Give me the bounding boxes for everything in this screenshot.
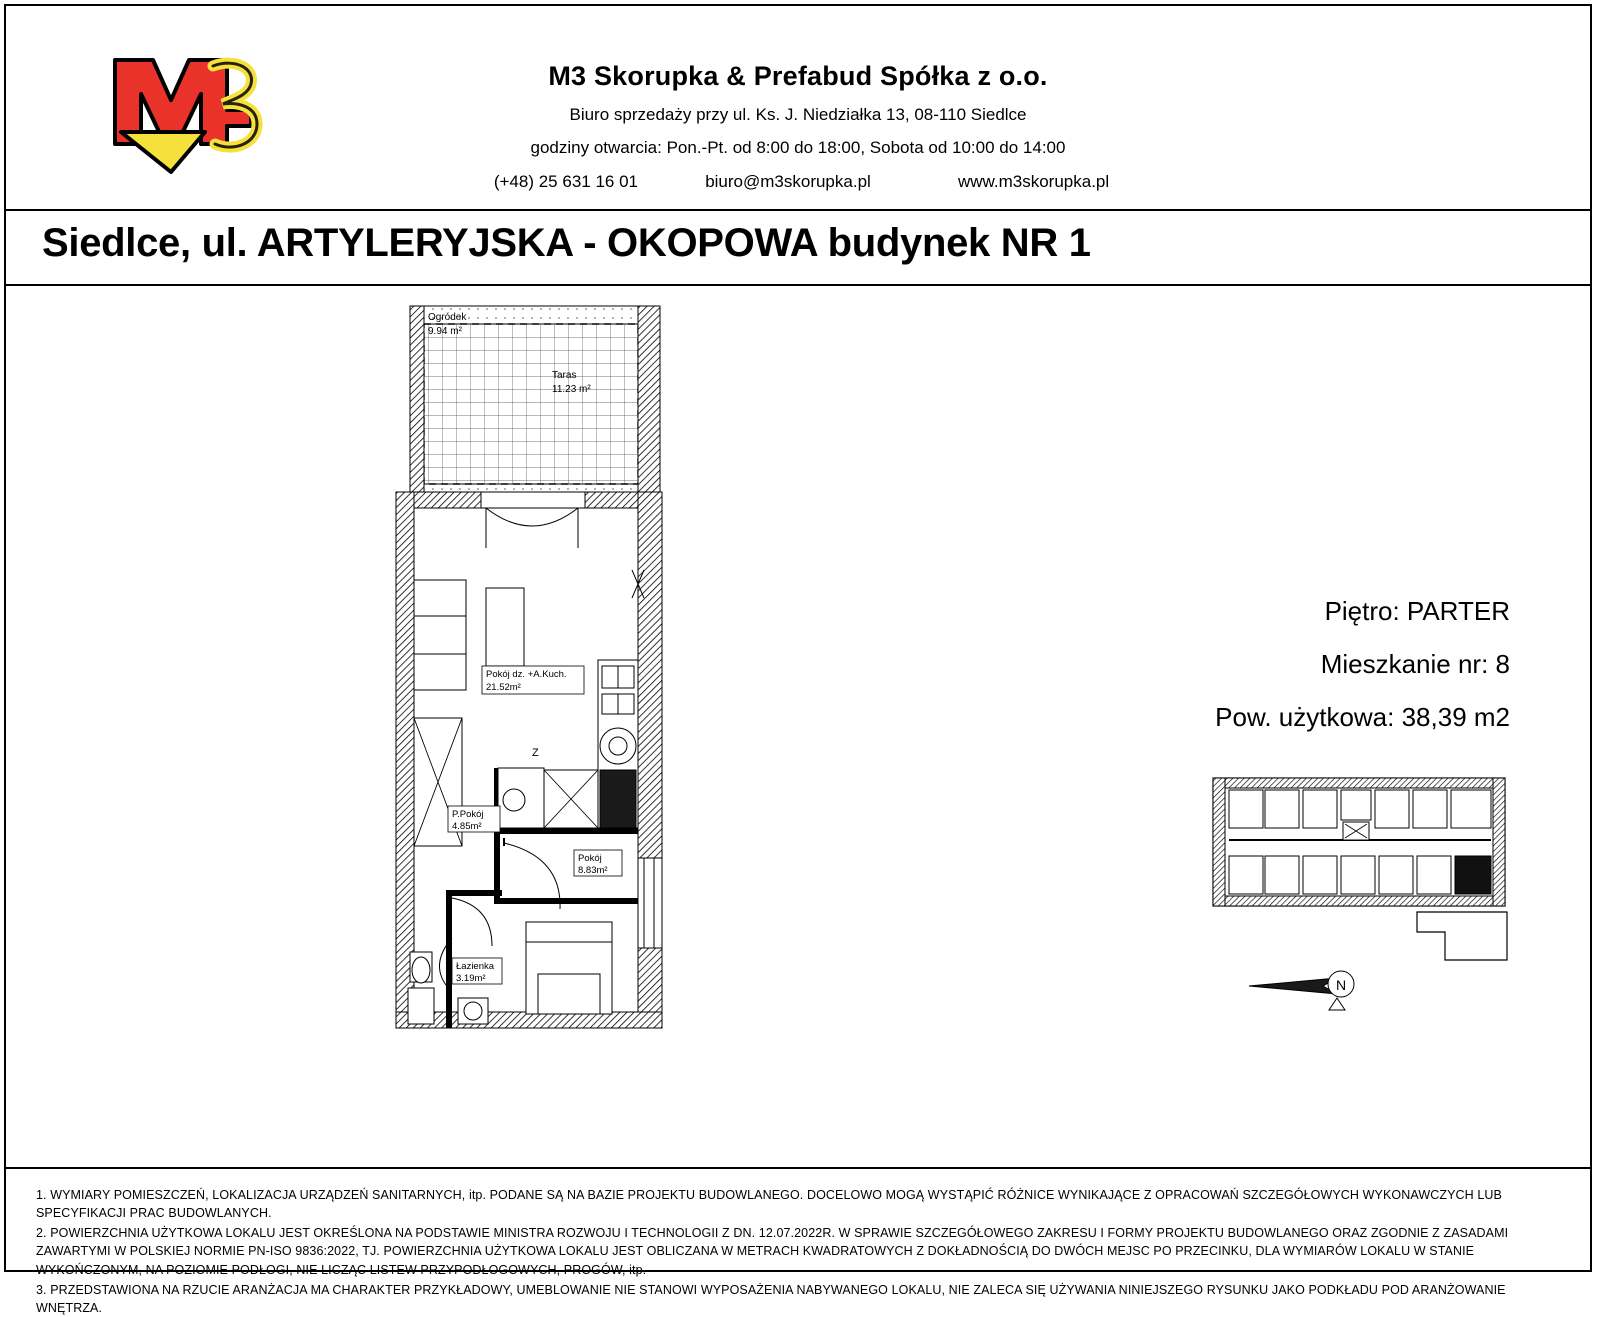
company-address: Biuro sprzedaży przy ul. Ks. J. Niedziałka 13, 08-110 Siedlce [569,105,1027,124]
room-area-lazienka: 3.19m² [456,973,486,984]
info-apartment-number: Mieszkanie nr: 8 [1320,649,1510,679]
room-area-ppokoj: 4.85m² [452,821,482,832]
room-label-ogrodek: Ogródek [428,312,467,323]
room-label-pokoj-kuchnia: Pokój dz. +A.Kuch. [486,669,567,680]
note-3: 3. PRZEDSTAWIONA NA RZUCIE ARANŻACJA MA CHARAKTER PRZYKŁADOWY, UMEBLOWANIE NIE STANOWI WYPOSAŻENIA NABYWANEGO LOKALU, NIE ZALECA SIĘ UŻYWANIA NINIEJSZEGO RYSUNKU JAKO PODKŁADU POD ARANŻOWANIE WNĘTRZA. [36,1282,1506,1315]
note-2: 2. POWIERZCHNIA UŻYTKOWA LOKALU JEST OKREŚLONA NA PODSTAWIE MINISTRA ROZWOJU I TECHNOLOGII Z DN. 12.07.2022R. W SPRAWIE SZCZEGÓŁOWEGO ZAKRESU I FORMY PROJEKTU BUDOWLANEGO ORAZ ZGODNIE Z ZASADAMI ZAWARTYMI W POLSKIEJ NORMIE PN-ISO 9836:2022, TJ. POWIERZCHNIA UŻYTKOWA LOKALU JEST OBLICZANA W METRACH KWADRATOWYCH Z DOKŁADNOŚCIĄ DO DWÓCH MEJSC PO PRZECINKU, DLA WYMIARÓW LOKALU W STANIE WYKOŃCZONYM, NA POZIOMIE PODŁOGI, NIE LICZĄC LISTEW PRZYPODŁOGOWYCH, PROGÓW, itp. [36,1226,1509,1277]
note-1: 1. WYMIARY POMIESZCZEŃ, LOKALIZACJA URZĄDZEŃ SANITARNYCH, itp. PODANE SĄ NA BAZIE PROJEKTU BUDOWLANEGO. DOCELOWO MOGĄ WYSTĄPIĆ RÓŻNICE WYNIKAJĄCE Z OPRACOWAŃ SZCZEGÓŁOWYCH WYKONAWCZYCH LUB SPECYFIKACJI PRAC BUDOWLANYCH. [36,1188,1502,1221]
company-name: M3 Skorupka & Prefabud Spółka z o.o. [548,61,1048,91]
room-label-taras: Taras [552,370,577,381]
room-label-ppokoj: P.Pokój [452,809,484,820]
document-header [6,6,1590,211]
company-info [6,61,1590,192]
building-key-plan [1207,764,1517,969]
legal-notes [6,1170,1590,1315]
room-area-pokoj: 8.83m² [578,865,608,876]
room-area-taras: 11.23 m² [552,384,591,395]
svg-text:N: N [1336,977,1347,993]
title-bar [6,211,1590,286]
company-hours: godziny otwarcia: Pon.-Pt. od 8:00 do 18:00, Sobota od 10:00 do 14:00 [530,138,1066,157]
floor-plan-drawing [386,298,686,1038]
room-label-pokoj: Pokój [578,853,602,864]
company-phone: (+48) 25 631 16 01 [493,172,638,191]
appliance-label-z: Z [532,747,539,759]
company-contact-row [6,172,1590,192]
info-floor: Piętro: PARTER [1324,596,1510,626]
document-page [4,4,1592,1315]
info-usable-area: Pow. użytkowa: 38,39 m2 [1215,702,1510,732]
room-label-lazienka: Łazienka [456,961,495,972]
apartment-info [1090,596,1510,755]
company-website[interactable]: www.m3skorupka.pl [958,172,1110,191]
compass-rose [1245,958,1375,1013]
main-content [6,286,1590,1169]
room-area-ogrodek: 9.94 m² [428,326,462,337]
page-title: Siedlce, ul. ARTYLERYJSKA - OKOPOWA budynek NR 1 [42,221,1091,265]
company-email[interactable]: biuro@m3skorupka.pl [705,172,871,191]
room-area-pokoj-kuchnia: 21.52m² [486,682,521,693]
